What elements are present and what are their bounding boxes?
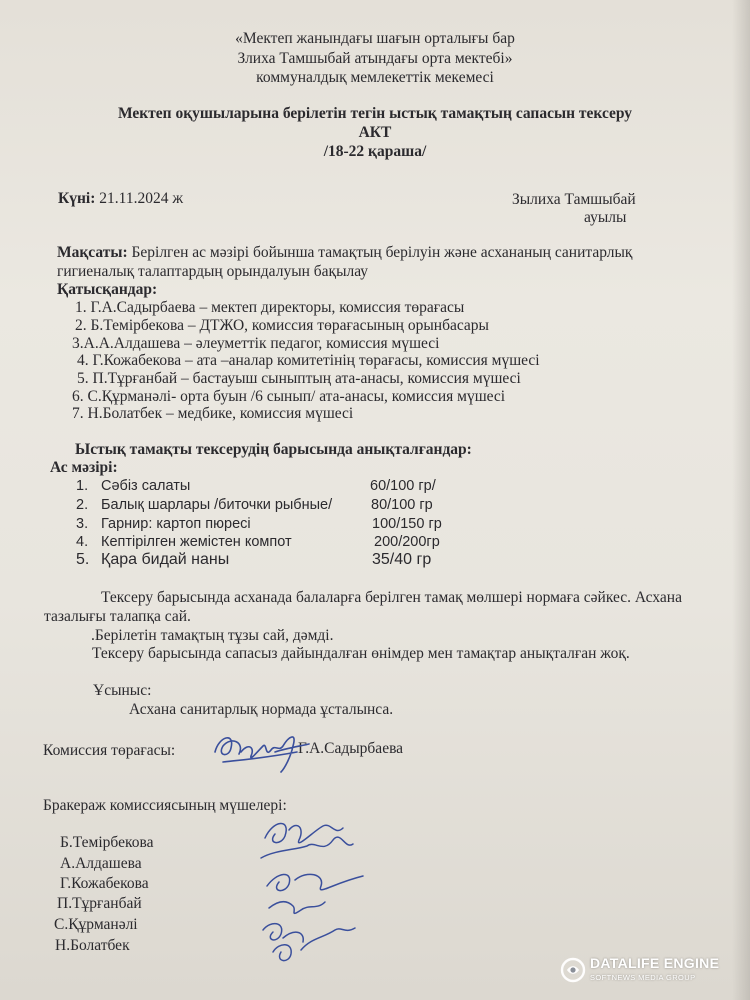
participant-item: 7. Н.Болатбек – медбике, комиссия мүшесі (72, 405, 354, 422)
recommendation-text: Асхана санитарлық нормада ұсталынса. (129, 701, 394, 718)
participants-label: Қатысқандар: (57, 281, 158, 298)
participant-item: 5. П.Тұрғанбай – бастауыш сыныптың ата-анасы, комиссия мүшесі (77, 370, 521, 387)
member-name: Г.Кожабекова (60, 875, 149, 892)
participant-item: 6. С.Құрманәлі- орта буын /6 сынып/ ата-анасы, комиссия мүшесі (72, 388, 506, 405)
members-heading: Бракераж комиссиясының мүшелері: (43, 797, 287, 814)
date-value: 21.11.2024 ж (95, 190, 184, 207)
member-name: Н.Болатбек (55, 937, 130, 954)
place-line-1: Зылиха Тамшыбай (512, 191, 636, 208)
org-line-3: коммуналдық мемлекеттік мекемесі (256, 69, 494, 86)
purpose-line-2: гигиеналық талаптардың орындалуын бақылау (57, 263, 369, 280)
date-label: Күні: (58, 190, 96, 207)
org-line-2: Злиха Тамшыбай атындағы орта мектебі» (237, 50, 513, 67)
menu-item-num: 3. (76, 516, 89, 532)
body-paragraph-3: Тексеру барысында сапасыз дайындалған өнімдер мен тамақтар анықталған жоқ. (92, 645, 630, 662)
watermark-tagline: SOFTNEWS MEDIA GROUP (590, 973, 696, 982)
findings-heading: Ыстық тамақты тексерудің барысында анықталғандар: (75, 441, 472, 458)
menu-item-name: Гарнир: картоп пюресі (101, 516, 251, 532)
participant-item: 3.А.А.Алдашева – әлеуметтік педагог, комиссия мүшесі (72, 335, 440, 352)
menu-item-name: Кептірілген жемістен компот (101, 534, 292, 550)
body-paragraph-1b: тазалығы талапқа сай. (44, 608, 191, 625)
menu-item-5 (76, 551, 230, 569)
purpose-line-1 (57, 244, 632, 262)
member-name: А.Алдашева (60, 855, 142, 872)
datalife-watermark (560, 953, 740, 993)
chair-name: Г.А.Садырбаева (298, 740, 404, 757)
member-name: Б.Темірбекова (60, 834, 154, 851)
chair-label: Комиссия төрағасы: (43, 742, 176, 759)
act-title-line-2: АКТ (358, 124, 392, 141)
menu-item-num: 2. (76, 497, 89, 513)
participant-item: 2. Б.Темірбекова – ДТЖО, комиссия төрағасының орынбасары (75, 317, 489, 334)
menu-item-portion: 60/100 гр/ (370, 478, 436, 494)
act-date (58, 190, 183, 208)
menu-item-4 (76, 533, 292, 551)
org-line-1: «Мектеп жанындағы шағын орталығы бар (235, 30, 515, 47)
body-paragraph-2: .Берілетін тамақтың тұзы сай, дәмді. (91, 627, 334, 644)
menu-item-name: Сәбіз салаты (101, 478, 191, 494)
menu-item-name: Қара бидай наны (101, 551, 230, 568)
act-title-line-3: /18-22 қараша/ (323, 143, 427, 160)
chair-signature-icon (205, 722, 315, 774)
purpose-text: Берілген ас мәзірі бойынша тамақтың берілуін және асхананың санитарлық (127, 244, 633, 261)
purpose-label: Мақсаты: (57, 244, 128, 261)
menu-item-portion: 80/100 гр (371, 497, 433, 513)
menu-item-portion: 100/150 гр (372, 516, 442, 532)
datalife-logo-icon (560, 957, 586, 983)
recommendation-label: Ұсыныс: (93, 682, 152, 699)
member-name: С.Құрманәлі (54, 916, 138, 933)
act-title-line-1: Мектеп оқушыларына берілетін тегін ыстық тамақтың сапасын тексеру (117, 105, 633, 122)
member-name: П.Тұрғанбай (57, 895, 142, 912)
body-paragraph-1a: Тексеру барысында асханада балаларға берілген тамақ мөлшері нормаға сәйкес. Асхана (101, 589, 682, 606)
menu-item-1 (76, 477, 191, 495)
menu-item-portion: 35/40 гр (372, 551, 432, 568)
place-line-2: ауылы (584, 209, 627, 226)
menu-item-num: 1. (76, 478, 89, 494)
menu-item-name: Балық шарлары /биточки рыбные/ (101, 497, 333, 513)
participant-item: 1. Г.А.Садырбаева – мектеп директоры, комиссия төрағасы (75, 299, 465, 316)
participant-item: 4. Г.Кожабекова – ата –аналар комитетінің төрағасы, комиссия мүшесі (77, 352, 540, 369)
menu-item-num: 5. (76, 551, 90, 568)
menu-item-portion: 200/200гр (374, 534, 440, 550)
menu-item-3 (76, 515, 251, 533)
watermark-brand: DATALIFE ENGINE (590, 955, 720, 971)
menu-label: Ас мәзірі: (50, 459, 118, 476)
menu-item-num: 4. (76, 534, 89, 550)
members-signatures-icon (245, 810, 380, 980)
menu-item-2 (76, 496, 333, 514)
